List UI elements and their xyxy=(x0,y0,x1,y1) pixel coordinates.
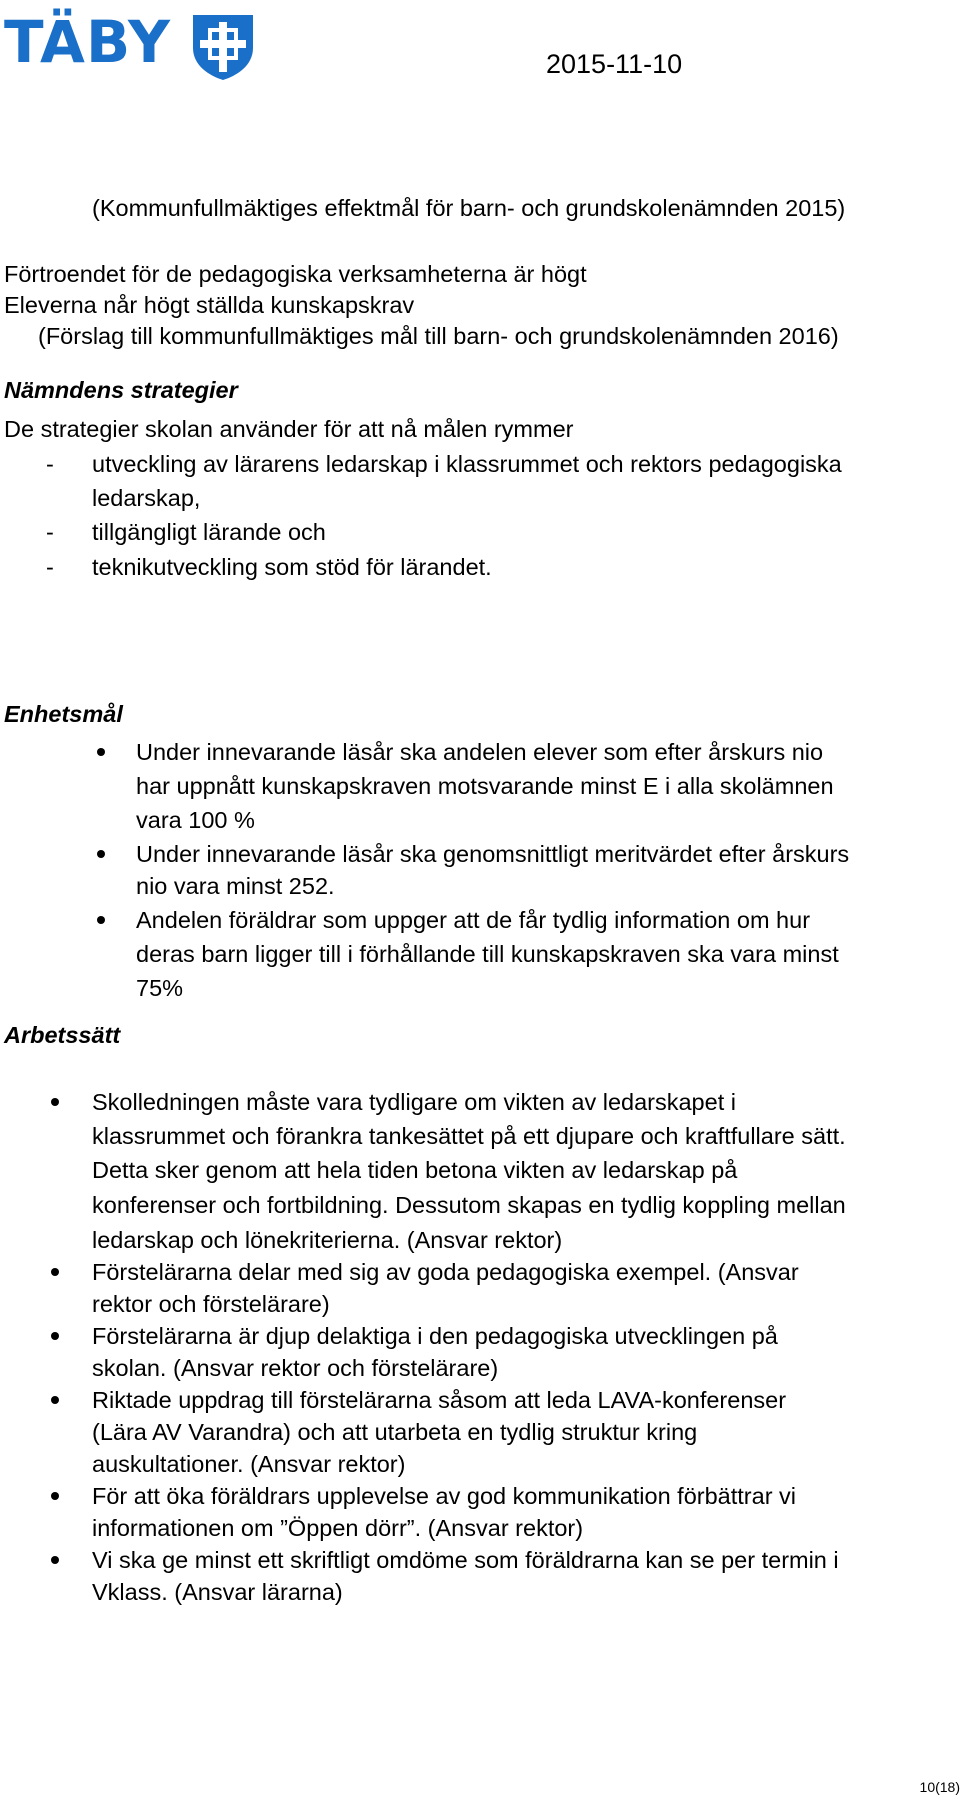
document-date: 2015-11-10 xyxy=(546,49,683,79)
bullet-marker xyxy=(97,850,105,858)
strategy-item: utveckling av lärarens ledarskap i klassrummet och rektors pedagogiska xyxy=(92,451,842,477)
unit-goal-line: deras barn ligger till i förhållande till kunskapskraven ska vara minst xyxy=(136,941,839,967)
effect-goal-caption: (Kommunfullmäktiges effektmål för barn- och grundskolenämnden 2015) xyxy=(92,195,846,221)
bullet-marker xyxy=(51,1268,59,1276)
strategies-heading: Nämndens strategier xyxy=(4,377,238,403)
method-line: Vi ska ge minst ett skriftligt omdöme som föräldrarna kan se per termin i xyxy=(92,1547,839,1573)
dash-marker: - xyxy=(46,554,54,580)
method-line: konferenser och fortbildning. Dessutom skapas en tydlig koppling mellan xyxy=(92,1192,846,1218)
method-line: Riktade uppdrag till förstelärarna såsom att leda LAVA-konferenser xyxy=(92,1387,787,1413)
unit-goal-line: Under innevarande läsår ska andelen elever som efter årskurs nio xyxy=(136,739,824,765)
taby-logo xyxy=(4,6,256,84)
methods-heading: Arbetssätt xyxy=(4,1022,121,1048)
method-line: För att öka föräldrars upplevelse av god kommunikation förbättrar vi xyxy=(92,1483,797,1509)
method-line: Förstelärarna delar med sig av goda pedagogiska exempel. (Ansvar xyxy=(92,1259,799,1285)
method-line: Förstelärarna är djup delaktiga i den pedagogiska utvecklingen på xyxy=(92,1323,778,1349)
unit-goals-heading: Enhetsmål xyxy=(4,701,123,727)
goal-line: Eleverna når högt ställda kunskapskrav xyxy=(4,292,415,318)
page-number: 10(18) xyxy=(919,1779,960,1795)
unit-goal-line: Andelen föräldrar som uppger att de får tydlig information om hur xyxy=(136,907,811,933)
method-line: klassrummet och förankra tankesättet på ett djupare och kraftfullare sätt. xyxy=(92,1123,846,1149)
method-line: informationen om ”Öppen dörr”. (Ansvar rektor) xyxy=(92,1515,584,1541)
method-line: ledarskap och lönekriterierna. (Ansvar rektor) xyxy=(92,1227,563,1253)
shield-cross-icon xyxy=(190,12,256,82)
method-line: skolan. (Ansvar rektor och förstelärare) xyxy=(92,1355,499,1381)
strategies-intro: De strategier skolan använder för att nå målen rymmer xyxy=(4,416,574,442)
method-line: auskultationer. (Ansvar rektor) xyxy=(92,1451,406,1477)
unit-goal-line: 75% xyxy=(136,975,184,1001)
bullet-marker xyxy=(51,1098,59,1106)
unit-goal-line: vara 100 % xyxy=(136,807,255,833)
goal-line: Förtroendet för de pedagogiska verksamheterna är högt xyxy=(4,261,587,287)
dash-marker: - xyxy=(46,519,54,545)
method-line: rektor och förstelärare) xyxy=(92,1291,330,1317)
strategy-item: teknikutveckling som stöd för lärandet. xyxy=(92,554,492,580)
bullet-marker xyxy=(51,1556,59,1564)
method-line: Skolledningen måste vara tydligare om vikten av ledarskapet i xyxy=(92,1089,736,1115)
method-line: Detta sker genom att hela tiden betona vikten av ledarskap på xyxy=(92,1157,738,1183)
logo-text: TÄBY xyxy=(4,8,171,76)
method-line: (Lära AV Varandra) och att utarbeta en tydlig struktur kring xyxy=(92,1419,698,1445)
strategy-item-continuation: ledarskap, xyxy=(92,485,201,511)
proposal-caption: (Förslag till kommunfullmäktiges mål till barn- och grundskolenämnden 2016) xyxy=(38,323,839,349)
unit-goal-line: Under innevarande läsår ska genomsnittligt meritvärdet efter årskurs xyxy=(136,841,850,867)
bullet-marker xyxy=(51,1396,59,1404)
bullet-marker xyxy=(97,748,105,756)
bullet-marker xyxy=(97,916,105,924)
unit-goal-line: nio vara minst 252. xyxy=(136,873,335,899)
strategy-item: tillgängligt lärande och xyxy=(92,519,326,545)
dash-marker: - xyxy=(46,451,54,477)
bullet-marker xyxy=(51,1492,59,1500)
method-line: Vklass. (Ansvar lärarna) xyxy=(92,1579,343,1605)
bullet-marker xyxy=(51,1332,59,1340)
unit-goal-line: har uppnått kunskapskraven motsvarande minst E i alla skolämnen xyxy=(136,773,834,799)
